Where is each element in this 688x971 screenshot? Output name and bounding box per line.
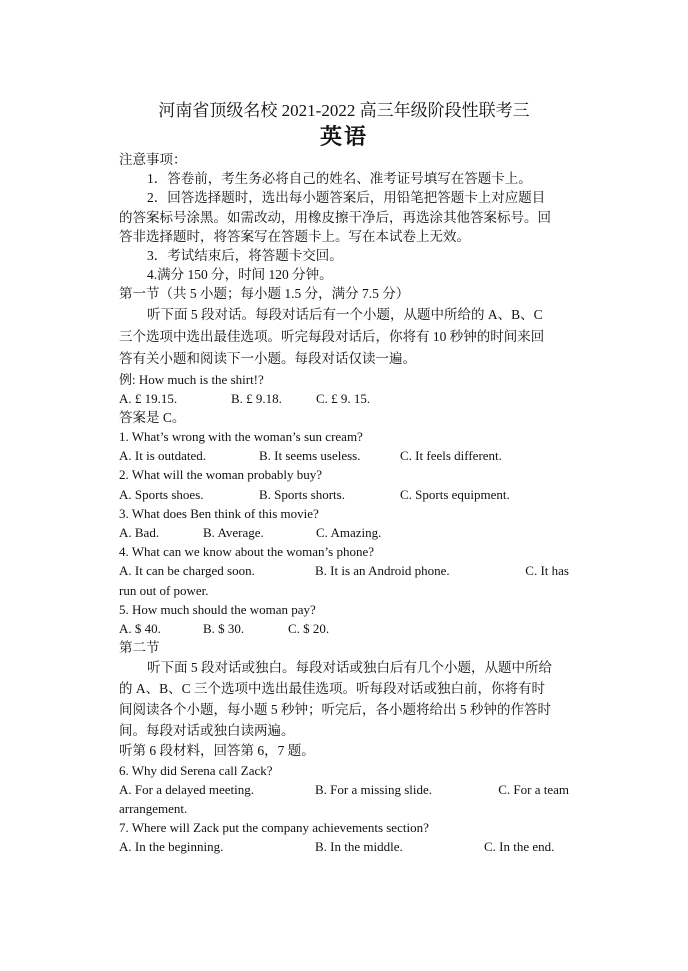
notice-heading: 注意事项： — [119, 152, 187, 167]
option-b: B. £ 9.18. — [231, 390, 282, 406]
option-b: B. Average. — [203, 525, 264, 540]
option-c: C. It has — [525, 563, 569, 579]
option-a: A. Bad. — [119, 525, 160, 540]
notice-item-2-cont: 答非选择题时，将答案写在答题卡上。写在本试卷上无效。 — [119, 228, 470, 244]
option-c: C. For a team — [498, 781, 569, 797]
question-3-options — [119, 523, 569, 542]
notice-item-2-cont: 的答案标号涂黑。如需改动，用橡皮擦干净后，再选涂其他答案标号。回 — [119, 209, 551, 225]
option-b: B. Sports shorts. — [259, 486, 345, 502]
option-c: C. Amazing. — [316, 525, 382, 540]
question-2-options — [119, 485, 569, 504]
option-b: B. It seems useless. — [259, 448, 361, 464]
section2-instructions: 间。每段对话或独白读两遍。 — [119, 723, 295, 739]
option-a: A. It can be charged soon. — [119, 563, 255, 579]
option-b: B. For a missing slide. — [315, 781, 433, 797]
question-3: 3. What does Ben think of this movie? — [119, 505, 319, 521]
option-c: C. It feels different. — [400, 448, 502, 464]
option-a: A. It is outdated. — [119, 448, 207, 464]
option-c: C. £ 9. 15. — [316, 390, 371, 406]
option-a: A. £ 19.15. — [119, 390, 178, 406]
exam-content — [119, 150, 569, 856]
section2-instructions: 听下面 5 段对话或独白。每段对话或独白后有几个小题，从题中所给 — [147, 660, 552, 676]
option-c: C. $ 20. — [288, 620, 330, 636]
section2-instructions: 的 A、B、C 三个选项中选出最佳选项。听每段对话或独白前，你将有时 — [119, 681, 546, 697]
option-a: A. In the beginning. — [119, 839, 224, 855]
question-2: 2. What will the woman probably buy? — [119, 467, 323, 483]
example-options — [119, 389, 569, 408]
section2-heading: 第二节 — [119, 640, 160, 656]
example-question: 例: How much is the shirt!? — [119, 371, 264, 387]
option-a: A. $ 40. — [119, 620, 161, 636]
section1-instructions: 答有关小题和阅读下一小题。每段对话仅读一遍。 — [119, 350, 416, 366]
section1-instructions: 听下面 5 段对话。每段对话后有一个小题，从题中所给的 A、B、C — [147, 306, 543, 322]
question-7: 7. Where will Zack put the company achievements section? — [119, 820, 429, 836]
option-a: A. For a delayed meeting. — [119, 781, 255, 797]
section1-heading: 第一节（共 5 小题；每小题 1.5 分，满分 7.5 分） — [119, 286, 410, 302]
notice-item-4: 4.满分 150 分，时间 120 分钟。 — [147, 267, 333, 283]
exam-title: 河南省顶级名校 2021-2022 高三年级阶段性联考三 — [158, 101, 530, 120]
section2-instructions: 间阅读各个小题，每小题 5 秒钟；听完后，各小题将给出 5 秒钟的作答时 — [119, 702, 551, 718]
question-4-options — [119, 561, 569, 580]
question-6: 6. Why did Serena call Zack? — [119, 762, 273, 778]
option-b: B. In the middle. — [315, 839, 403, 855]
question-5-options — [119, 619, 569, 638]
notice-item-1: 1．答卷前，考生务必将自己的姓名、准考证号填写在答题卡上。 — [147, 171, 532, 187]
question-5: 5. How much should the woman pay? — [119, 601, 316, 617]
option-a: A. Sports shoes. — [119, 486, 204, 502]
option-b: B. It is an Android phone. — [315, 563, 450, 579]
option-c: C. Sports equipment. — [400, 486, 510, 502]
question-7-options — [119, 837, 569, 856]
question-1: 1. What’s wrong with the woman’s sun cream? — [119, 429, 363, 445]
option-c-continued: run out of power. — [119, 582, 209, 598]
option-c-continued: arrangement. — [119, 800, 188, 816]
example-answer: 答案是 C。 — [119, 409, 186, 425]
section1-instructions: 三个选项中选出最佳选项。听完每段对话后，你将有 10 秒钟的时间来回 — [119, 328, 545, 344]
question-1-options — [119, 446, 569, 465]
notice-item-2: 2．回答选择题时，选出每小题答案后，用铅笔把答题卡上对应题目 — [147, 190, 546, 206]
notice-item-3: 3．考试结束后，将答题卡交回。 — [147, 247, 343, 263]
question-4: 4. What can we know about the woman’s phone? — [119, 544, 374, 560]
exam-subject: 英语 — [319, 124, 368, 149]
question-6-options — [119, 780, 569, 799]
material-note: 听第 6 段材料，回答第 6，7 题。 — [119, 743, 315, 759]
option-b: B. $ 30. — [203, 620, 245, 636]
option-c: C. In the end. — [484, 839, 555, 855]
